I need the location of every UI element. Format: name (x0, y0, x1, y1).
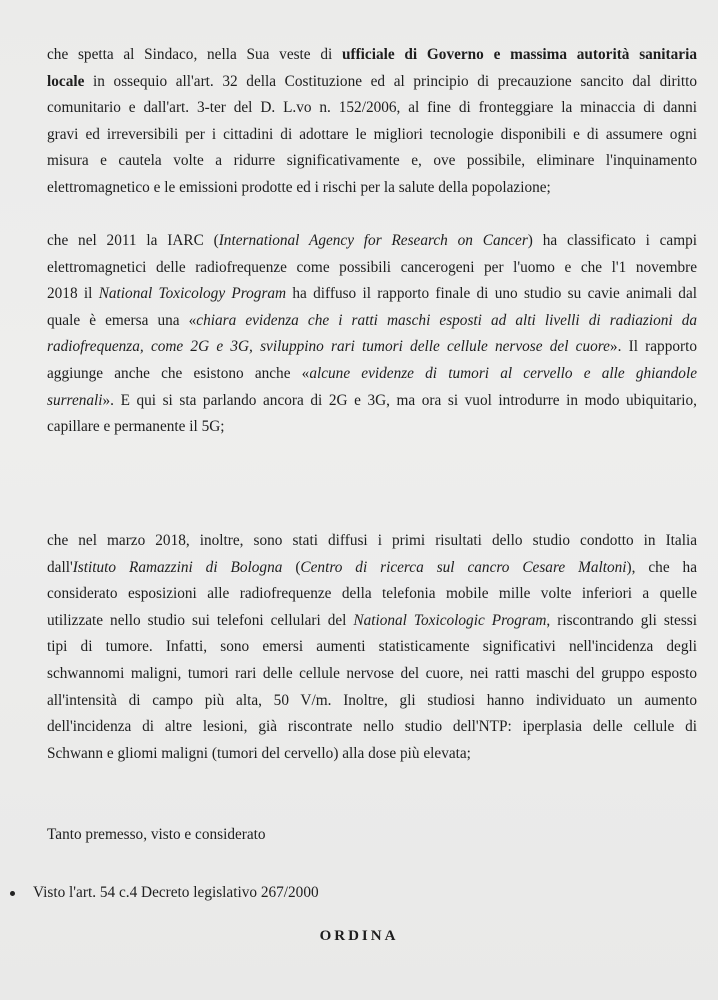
italic-text: Centro di ricerca sul cancro Cesare Maltoni (300, 558, 627, 576)
italic-text: chiara evidenza che i ratti maschi esposti ad alti livelli di radiazioni da (196, 311, 697, 329)
text-line: dell'incidenza di altre lesioni, già riscontrate nello studio dell'NTP: iperplasia delle cellule di (47, 718, 697, 736)
text-line: quale è emersa una «chiara evidenza che i ratti maschi esposti ad alti livelli di radiazioni da (47, 311, 697, 329)
text-line: surrenali». E qui si sta parlando ancora di 2G e 3G, ma ora si vuol introdurre in modo ubiquitario, (47, 391, 697, 409)
text-line: Schwann e gliomi maligni (tumori del cervello) alla dose più elevata; (47, 744, 471, 762)
text-line: gravi ed irreversibili per i cittadini di adottare le migliori tecnologie disponibili e di assumere ogni (47, 125, 697, 143)
bold-text: locale (47, 72, 85, 90)
bullet-text: Visto l'art. 54 c.4 Decreto legislativo 267/2000 (33, 884, 319, 901)
italic-text: alcune evidenze di tumori al cervello e alle ghiandole (309, 364, 697, 382)
bullet-icon (10, 891, 15, 896)
italic-text: radiofrequenza, come 2G e 3G, sviluppino rari tumori delle cellule nervose del cuore (47, 338, 610, 356)
paragraph-iarc (47, 228, 697, 441)
text-line: locale in ossequio all'art. 32 della Costituzione ed al principio di precauzione sancito dal diritto (47, 72, 697, 90)
text-line: capillare e permanente il 5G; (47, 418, 225, 436)
ordina-heading: ORDINA (319, 928, 399, 944)
text-line: elettromagnetico e le emissioni prodotte ed i rischi per la salute della popolazione; (47, 178, 551, 196)
text-line: tipi di tumore. Infatti, sono emersi aumenti statisticamente significativi nell'incidenza degli (47, 638, 697, 656)
bold-text: ufficiale di Governo e massima autorità sanitaria (341, 46, 697, 63)
italic-text: surrenali (47, 391, 103, 409)
text-line: che nel marzo 2018, inoltre, sono stati diffusi i primi risultati dello studio condotto in Italia (47, 532, 697, 549)
text-line: 2018 il National Toxicology Program ha diffuso il rapporto finale di uno studio su cavie animali dal (47, 285, 697, 303)
text-line: aggiunge anche che esistono anche «alcune evidenze di tumori al cervello e alle ghiandole (47, 364, 697, 382)
text-line: che nel 2011 la IARC (International Agency for Research on Cancer) ha classificato i campi (47, 232, 698, 249)
italic-text: National Toxicology Program (98, 285, 287, 303)
text-line: all'intensità di campo più alta, 50 V/m. Inoltre, gli studiosi hanno individuato un aumento (47, 691, 697, 709)
paragraph-sindaco (47, 42, 697, 202)
text-line: che spetta al Sindaco, nella Sua veste di ufficiale di Governo e massima autorità sanitaria (47, 46, 697, 63)
text-line: radiofrequenza, come 2G e 3G, sviluppino rari tumori delle cellule nervose del cuore». Il rapporto (47, 338, 697, 356)
text-line: comunitario e dall'art. 3-ter del D. L.vo n. 152/2006, al fine di fronteggiare la minaccia di danni (47, 99, 697, 117)
text-line: schwannomi maligni, tumori rari delle cellule nervose del cuore, nei ratti maschi del gruppo esposto (47, 664, 697, 682)
paragraph-ramazzini (47, 528, 697, 767)
text-line: dall'Istituto Ramazzini di Bologna (Centro di ricerca sul cancro Cesare Maltoni), che ha (47, 558, 697, 576)
italic-text: Istituto Ramazzini di Bologna (72, 558, 283, 576)
italic-text: International Agency for Research on Cancer (218, 232, 528, 249)
bullet-list-item (10, 884, 319, 902)
text-line: utilizzate nello studio sui telefoni cellulari del National Toxicologic Program, riscontrando gli stessi (47, 611, 697, 629)
text-line: elettromagnetici delle radiofrequenze come possibili cancerogeni per l'uomo e che l'1 novembre (47, 258, 697, 276)
text-line: misura e cautela volte a ridurre significativamente e, ove possibile, eliminare l'inquinamento (47, 152, 697, 170)
premise-statement: Tanto premesso, visto e considerato (47, 826, 266, 843)
text-line: considerato esposizioni alle radiofrequenze della telefonia mobile mille volte inferiori a quelle (47, 585, 697, 603)
italic-text: National Toxicologic Program (353, 611, 547, 629)
